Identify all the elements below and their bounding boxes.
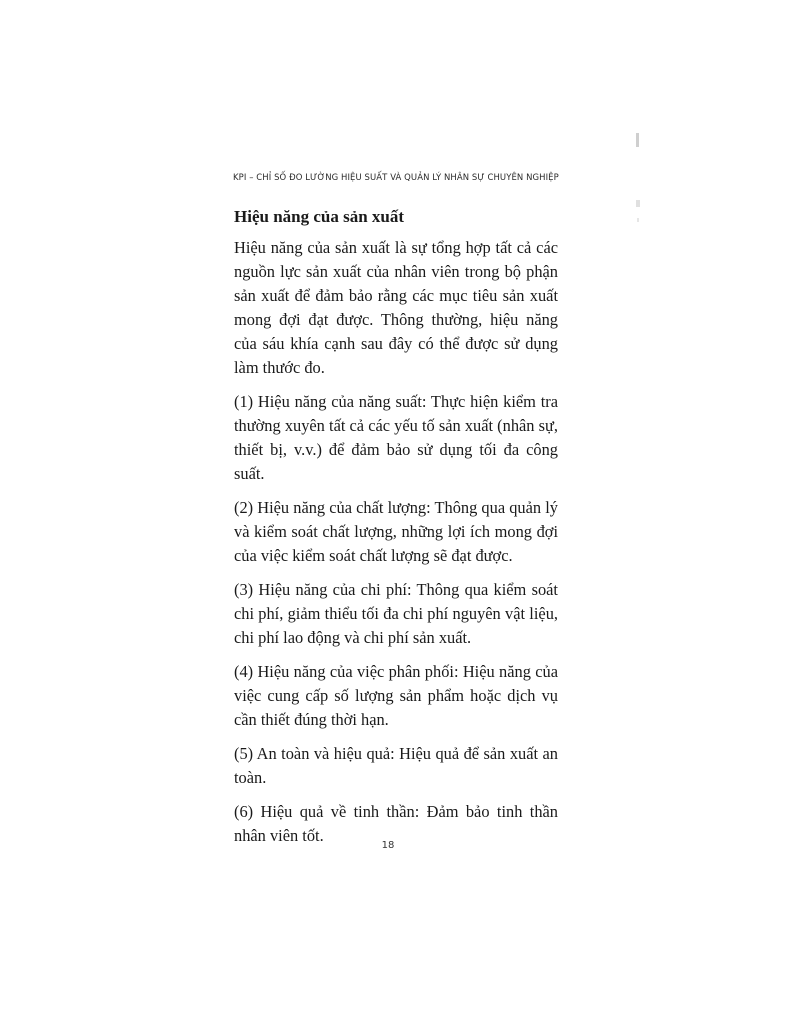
paragraph-cost: (3) Hiệu năng của chi phí: Thông qua kiểm soát chi phí, giảm thiểu tối đa chi phí nguyên vật liệu, chi phí lao động và chi phí sản xuất. bbox=[234, 580, 558, 647]
page-edge-mark bbox=[637, 218, 639, 222]
paragraph-morale: (6) Hiệu quả về tinh thần: Đảm bảo tinh thần nhân viên tốt. bbox=[234, 802, 558, 845]
page-number: 18 bbox=[381, 840, 395, 851]
paragraph-safety: (5) An toàn và hiệu quả: Hiệu quả để sản xuất an toàn. bbox=[234, 744, 558, 787]
paragraph-productivity: (1) Hiệu năng của năng suất: Thực hiện kiểm tra thường xuyên tất cả các yếu tố sản xuất (nhân sự, thiết bị, v.v.) để đảm bảo sử dụng tối đa công suất. bbox=[234, 392, 558, 483]
paragraph-quality: (2) Hiệu năng của chất lượng: Thông qua quản lý và kiểm soát chất lượng, những lợi ích mong đợi của việc kiểm soát chất lượng sẽ đạt được. bbox=[234, 498, 558, 565]
page-edge-mark bbox=[636, 133, 639, 147]
paragraph-intro: Hiệu năng của sản xuất là sự tổng hợp tất cả các nguồn lực sản xuất của nhân viên trong bộ phận sản xuất để đảm bảo rằng các mục tiêu sản xuất mong đợi đạt được. Thông thường, hiệu năng của sáu khía cạnh sau đây có thể được sử dụng làm thước đo. bbox=[234, 238, 558, 377]
running-header: KPI – CHỈ SỐ ĐO LƯỜNG HIỆU SUẤT VÀ QUẢN LÝ NHÂN SỰ CHUYÊN NGHIỆP bbox=[233, 172, 559, 183]
section-body bbox=[234, 236, 558, 858]
page-edge-mark bbox=[636, 200, 640, 207]
paragraph-distribution: (4) Hiệu năng của việc phân phối: Hiệu năng của việc cung cấp số lượng sản phẩm hoặc dịch vụ cần thiết đúng thời hạn. bbox=[234, 662, 558, 729]
section-title: Hiệu năng của sản xuất bbox=[234, 207, 405, 226]
